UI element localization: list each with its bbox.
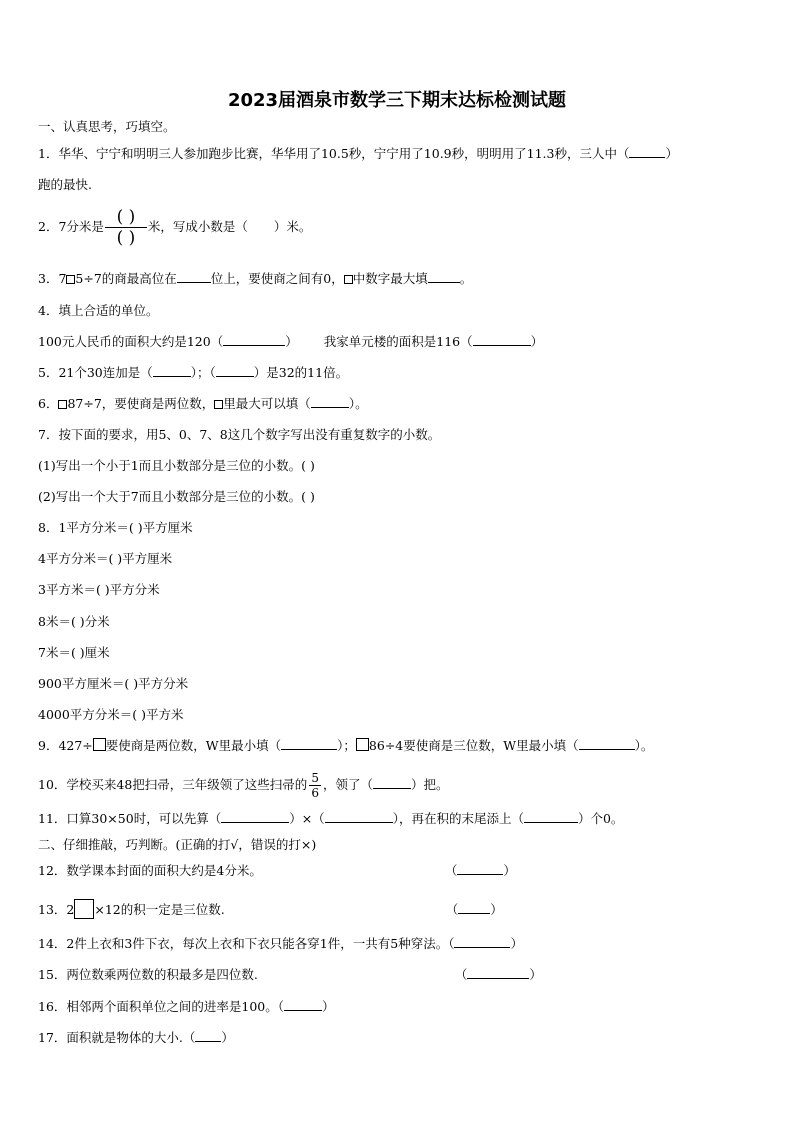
question-3: 3．7 5÷7的商最高位在 位上，要使商之间有0， 中数字最大填 。 xyxy=(38,271,473,286)
question-10: 10．学校买来48把扫帚，三年级领了这些扫帚的 $\frac{5}{6}$ ，领了（ ）把。 xyxy=(38,771,449,800)
question-8-line: 3平方米＝( )平方分米 xyxy=(38,582,160,597)
answer-blank[interactable] xyxy=(467,966,529,979)
question-7: 7．按下面的要求，用5、0、7、8这几个数字写出没有重复数字的小数。 xyxy=(38,427,441,442)
question-11: 11．口算30×50时，可以先算（ ）×（ ），再在积的末尾添上（ ）个0。 xyxy=(38,811,624,826)
question-17: 17．面积就是物体的大小.（ ） xyxy=(38,1030,234,1045)
question-16: 16．相邻两个面积单位之间的进率是100。（ ） xyxy=(38,999,335,1014)
question-12: 12．数学课本封面的面积大约是4分米。 （ ） xyxy=(38,863,516,878)
answer-blank[interactable] xyxy=(311,395,349,408)
question-8-line: 8．1平方分米＝( )平方厘米 xyxy=(38,520,193,535)
digit-box[interactable] xyxy=(74,899,94,919)
section-heading-1: 一、认真思考，巧填空。 xyxy=(38,119,176,134)
question-8-line: 4000平方分米＝( )平方米 xyxy=(38,707,184,722)
question-8-line: 8米＝( )分米 xyxy=(38,614,110,629)
answer-blank[interactable] xyxy=(281,737,337,750)
answer-blank[interactable] xyxy=(373,776,411,789)
answer-blank[interactable] xyxy=(524,810,578,823)
question-8-line: 4平方分米＝( )平方厘米 xyxy=(38,551,173,566)
answer-blank[interactable] xyxy=(195,1029,221,1042)
answer-blank[interactable] xyxy=(428,270,460,283)
section-heading-2: 二、仔细推敲，巧判断。(正确的打√，错误的打×) xyxy=(38,837,317,852)
answer-blank[interactable] xyxy=(458,901,490,914)
answer-blank[interactable] xyxy=(221,810,289,823)
question-4-line: 100元人民币的面积大约是120（ ） 我家单元楼的面积是116（ ） xyxy=(38,334,544,349)
answer-blank[interactable] xyxy=(325,810,393,823)
digit-box[interactable] xyxy=(356,738,369,751)
question-4: 4．填上合适的单位。 xyxy=(38,303,159,318)
question-8-line: 7米＝( )厘米 xyxy=(38,645,110,660)
answer-blank[interactable] xyxy=(223,333,285,346)
answer-blank[interactable] xyxy=(473,333,531,346)
page-title: 2023届酒泉市数学三下期末达标检测试题 xyxy=(227,90,567,111)
question-13: 13．2 ×12的积一定是三位数. （ ） xyxy=(38,899,503,919)
fraction-blank[interactable]: ( ) ( ) xyxy=(105,207,147,248)
question-15: 15．两位数乘两位数的积最多是四位数. （ ） xyxy=(38,967,542,982)
question-7-part-1: (1)写出一个小于1而且小数部分是三位的小数。( ) xyxy=(38,458,315,473)
answer-blank[interactable] xyxy=(457,862,503,875)
question-5: 5．21个30连加是（ ）；（ ）是32的11倍。 xyxy=(38,365,349,380)
answer-blank[interactable] xyxy=(284,998,322,1011)
question-1-cont: 跑的最快. xyxy=(38,177,92,192)
question-6: 6． 87÷7，要使商是两位数， 里最大可以填（ ）。 xyxy=(38,396,368,411)
answer-blank[interactable] xyxy=(153,364,191,377)
answer-blank[interactable] xyxy=(579,737,635,750)
question-9: 9．427÷ 要使商是两位数，W里最小填（ ）； 86÷4要使商是三位数，W里最小填（ ）。 xyxy=(38,738,654,753)
answer-blank[interactable] xyxy=(629,145,665,158)
answer-blank[interactable] xyxy=(177,270,211,283)
question-2: 2．7分米是 ( ) ( ) 米，写成小数是（ ）米。 xyxy=(38,207,312,248)
answer-blank[interactable] xyxy=(454,935,510,948)
question-8-line: 900平方厘米＝( )平方分米 xyxy=(38,676,189,691)
question-1: 1．华华、宁宁和明明三人参加跑步比赛，华华用了10.5秒，宁宁用了10.9秒，明明用了11.3秒，三人中（ ） xyxy=(38,146,678,161)
fraction: $\frac{5}{6}$ xyxy=(311,771,319,800)
question-14: 14．2件上衣和3件下衣，每次上衣和下衣只能各穿1件，一共有5种穿法。（ ） xyxy=(38,936,523,951)
digit-box xyxy=(344,275,353,284)
digit-box xyxy=(214,400,223,409)
question-7-part-2: (2)写出一个大于7而且小数部分是三位的小数。( ) xyxy=(38,489,315,504)
answer-blank[interactable] xyxy=(216,364,254,377)
digit-box[interactable] xyxy=(93,738,106,751)
